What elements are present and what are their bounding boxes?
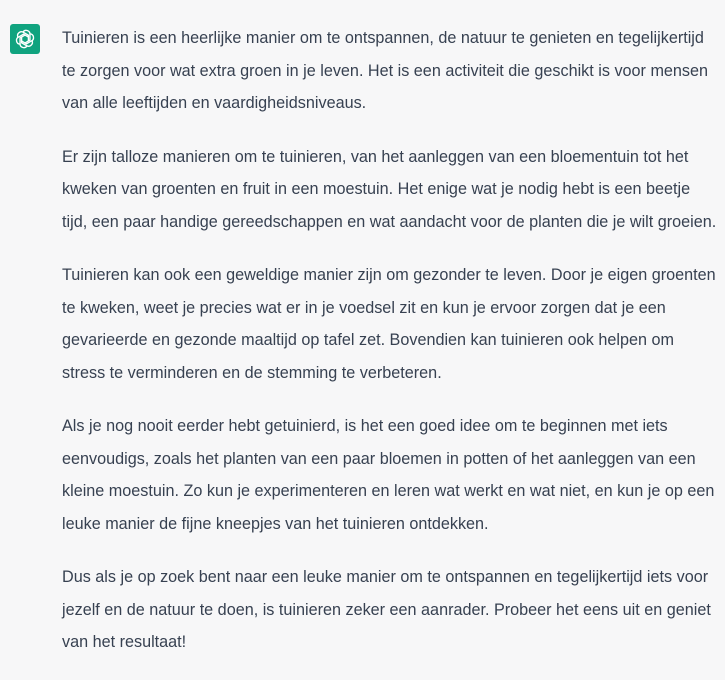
message-paragraph: Er zijn talloze manieren om te tuinieren, van het aanleggen van een bloementuin tot het kweken van groenten en fruit in een moestuin. Het enige wat je nodig hebt is een beetje tijd, een paar handige gereedschappen en wat aandacht voor de planten die je wilt groeien. xyxy=(62,147,717,231)
message-paragraph: Tuinieren is een heerlijke manier om te ontspannen, de natuur te genieten en tegelijkertijd te zorgen voor wat extra groen in je leven. Het is een activiteit die geschikt is voor mensen van alle leeftijden en vaardigheidsniveaus. xyxy=(62,29,709,112)
assistant-avatar xyxy=(10,24,40,54)
message-paragraph: Dus als je op zoek bent naar een leuke manier om te ontspannen en tegelijkertijd iets voor jezelf en de natuur te doen, is tuinieren zeker een aanrader. Probeer het eens uit en geniet van het resultaat! xyxy=(62,568,711,651)
message-paragraph: Als je nog nooit eerder hebt getuinierd, is het een goed idee om te beginnen met iets eenvoudigs, zoals het planten van een paar bloemen in potten of het aanleggen van een kleine moestuin. Zo kun je experimenteren en leren wat werkt en wat niet, en kun je op een leuke manier de fijne kneepjes van het tuinieren ontdekken. xyxy=(62,417,715,533)
message-paragraph: Tuinieren kan ook een geweldige manier zijn om gezonder te leven. Door je eigen groenten te kweken, weet je precies wat er in je voedsel zit en kun je ervoor zorgen dat je een gevarieerde en gezonde maaltijd op tafel zet. Bovendien kan tuinieren ook helpen om stress te verminderen en de stemming te verbeteren. xyxy=(62,266,716,382)
message-content xyxy=(62,22,717,680)
openai-logo-icon xyxy=(14,28,36,50)
